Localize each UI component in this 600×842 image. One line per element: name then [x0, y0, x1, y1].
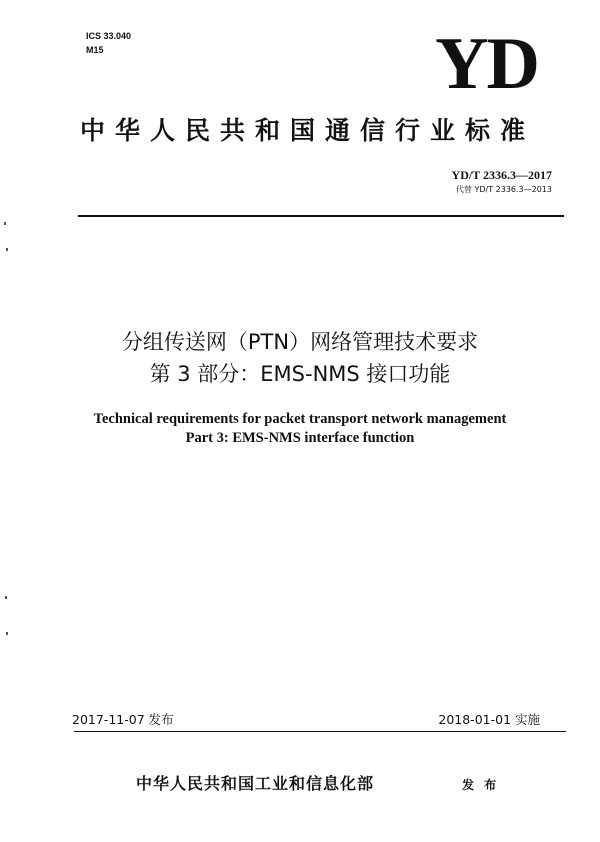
- industry-standard-heading: 中华人民共和国通信行业标准: [80, 116, 536, 145]
- implementation-date: 2018-01-01 实施: [438, 712, 540, 727]
- scan-speck: [4, 222, 6, 225]
- release-date: 2017-11-07 发布: [72, 712, 174, 727]
- standard-number: YD/T 2336.3—2017: [451, 168, 552, 182]
- issue-label: 发 布: [462, 778, 500, 792]
- title-chinese-line-2: 第 3 部分：EMS-NMS 接口功能: [149, 362, 451, 386]
- title-english-line-1: Technical requirements for packet transport network management: [93, 411, 507, 427]
- top-divider: [78, 215, 564, 217]
- ics-code: ICS 33.040: [86, 31, 132, 41]
- ccs-code: M15: [86, 45, 104, 55]
- scan-speck: [5, 596, 7, 599]
- scan-speck: [6, 632, 8, 635]
- title-english-line-2: Part 3: EMS-NMS interface function: [185, 430, 415, 446]
- replaces-standard: 代替 YD/T 2336.3—2013: [455, 185, 552, 194]
- bottom-divider: [74, 731, 566, 732]
- title-chinese-line-1: 分组传送网（PTN）网络管理技术要求: [121, 330, 479, 354]
- yd-logo: YD: [435, 23, 538, 105]
- issuing-authority: 中华人民共和国工业和信息化部: [136, 774, 375, 793]
- scan-speck: [6, 248, 8, 251]
